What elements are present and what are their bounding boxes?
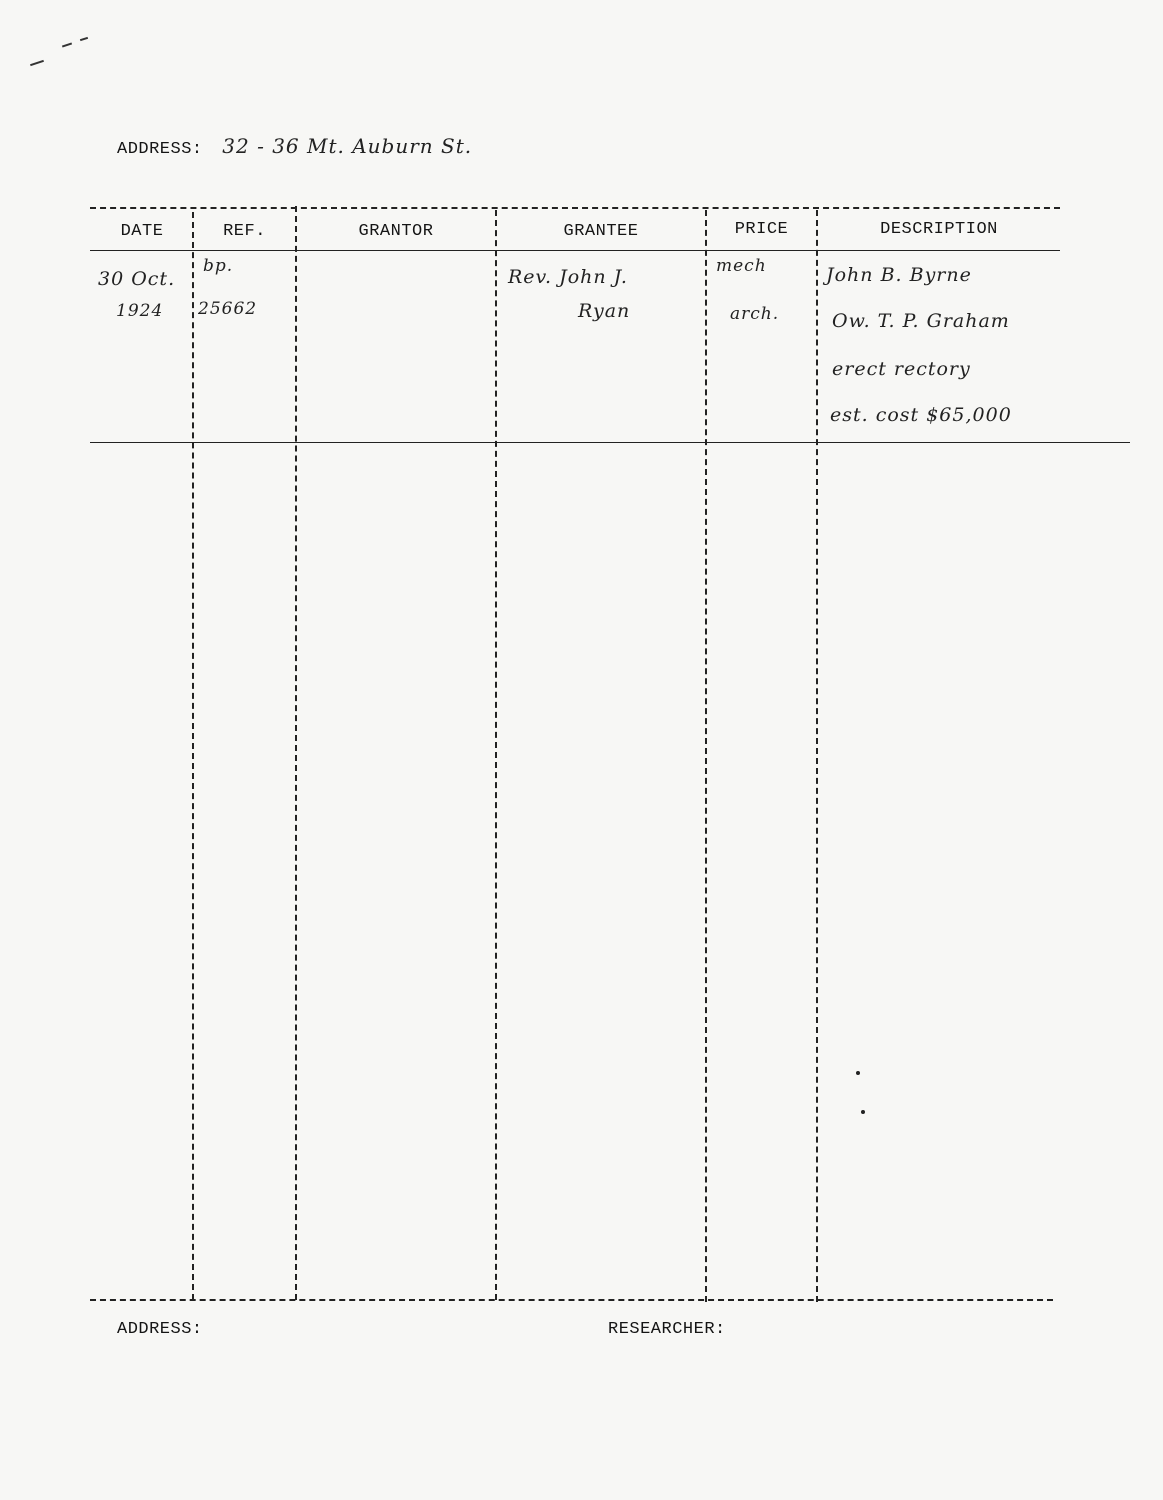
- column-divider-grantee-price: [705, 210, 707, 1302]
- grantee-line-1: Rev. John J.: [508, 266, 628, 288]
- column-divider-ref-grantor: [295, 206, 297, 1300]
- grantee-line-2: Ryan: [578, 300, 631, 322]
- ref-line-2: 25662: [198, 299, 258, 319]
- table-bottom-rule: [90, 1299, 1053, 1301]
- date-line-1: 30 Oct.: [98, 268, 176, 290]
- description-line-3: erect rectory: [832, 358, 971, 380]
- price-line-2: arch.: [730, 304, 780, 324]
- header-bottom-rule: [90, 250, 1060, 251]
- footer-address-label: ADDRESS:: [117, 1320, 203, 1339]
- column-divider-date-ref: [192, 212, 194, 1300]
- description-line-2: Ow. T. P. Graham: [832, 310, 1010, 332]
- description-line-1: John B. Byrne: [826, 264, 972, 286]
- column-header-ref: REF.: [223, 222, 266, 241]
- stray-mark: [62, 43, 72, 48]
- address-line: [117, 134, 472, 159]
- column-header-price: PRICE: [734, 220, 789, 239]
- stray-mark: [30, 60, 44, 66]
- column-divider-grantor-grantee: [495, 210, 497, 1300]
- ref-line-1: bp.: [203, 256, 234, 276]
- speck: [861, 1110, 865, 1114]
- entry-bottom-rule: [90, 442, 1130, 443]
- price-line-1: mech: [716, 256, 767, 276]
- address-value: 32 - 36 Mt. Auburn St.: [222, 134, 473, 158]
- column-header-grantor: GRANTOR: [358, 222, 434, 241]
- speck: [856, 1071, 860, 1075]
- column-divider-price-description: [816, 210, 818, 1302]
- stray-mark: [80, 37, 88, 41]
- description-line-4: est. cost $65,000: [830, 404, 1012, 426]
- address-label: ADDRESS:: [117, 140, 203, 159]
- column-header-date: DATE: [120, 222, 164, 241]
- footer-researcher-label: RESEARCHER:: [608, 1320, 726, 1339]
- table-top-rule: [90, 207, 1060, 209]
- column-header-grantee: GRANTEE: [563, 222, 639, 241]
- column-header-description: DESCRIPTION: [880, 220, 998, 239]
- date-line-2: 1924: [116, 301, 164, 321]
